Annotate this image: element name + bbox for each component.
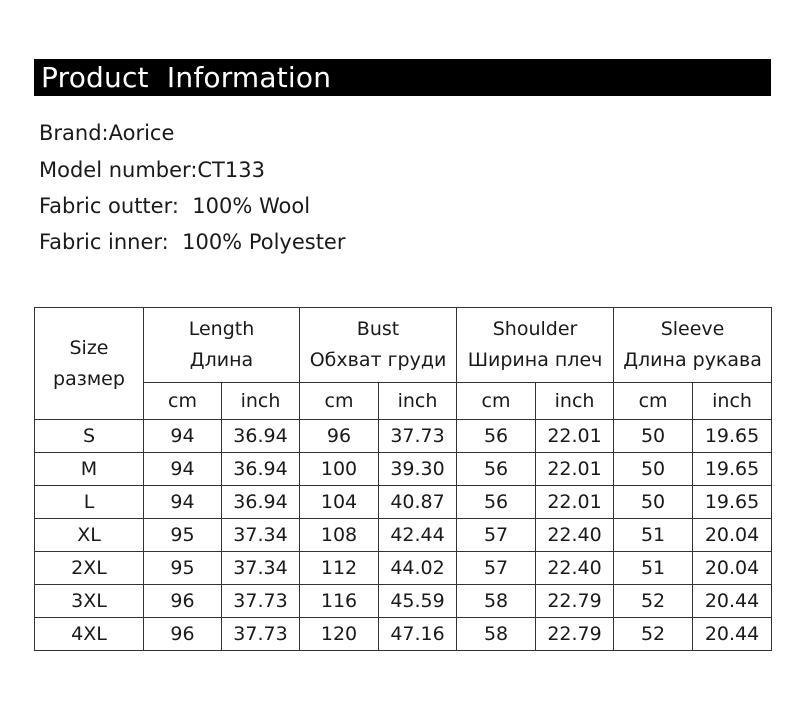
measurement-cell: 104 [300,486,379,519]
table-header-row [35,308,772,383]
product-information-header [34,59,771,96]
fabric-outer-line: Fabric outter: 100% Wool [39,194,311,218]
unit-header-cell: inch [222,383,300,420]
table-row [35,453,772,486]
table-row [35,486,772,519]
unit-header-cell: cm [144,383,222,420]
sleeve-label-en: Sleeve [660,318,725,340]
measurement-cell: 112 [300,552,379,585]
measurement-cell: 96 [144,618,222,651]
table-row [35,519,772,552]
measurement-cell: 39.30 [379,453,457,486]
size-cell: 4XL [35,618,144,651]
measurement-cell: 20.04 [693,552,772,585]
size-cell: XL [35,519,144,552]
brand-line: Brand:Aorice [39,121,175,145]
measurement-cell: 108 [300,519,379,552]
measurement-cell: 57 [457,552,536,585]
header-title: Product Information [41,61,332,94]
measurement-cell: 94 [144,486,222,519]
model-number-line: Model number:CT133 [39,158,265,182]
measurement-cell: 120 [300,618,379,651]
measurement-cell: 22.79 [536,585,614,618]
measurement-cell: 96 [300,420,379,453]
measurement-cell: 94 [144,420,222,453]
measurement-cell: 19.65 [693,486,772,519]
measurement-cell: 22.01 [536,486,614,519]
table-row [35,420,772,453]
measurement-cell: 50 [614,486,693,519]
measurement-cell: 56 [457,420,536,453]
measurement-cell: 20.04 [693,519,772,552]
measurement-cell: 94 [144,453,222,486]
table-row [35,585,772,618]
bust-label-en: Bust [356,318,400,340]
measurement-cell: 100 [300,453,379,486]
measurement-cell: 37.34 [222,519,300,552]
measurement-cell: 56 [457,486,536,519]
table-row [35,552,772,585]
measurement-cell: 22.01 [536,453,614,486]
measurement-cell: 44.02 [379,552,457,585]
measurement-cell: 95 [144,519,222,552]
measurement-cell: 51 [614,552,693,585]
size-cell: S [35,420,144,453]
shoulder-label-en: Shoulder [492,318,578,340]
measurement-cell: 22.40 [536,519,614,552]
measurement-cell: 95 [144,552,222,585]
size-chart-table [34,307,772,651]
measurement-cell: 42.44 [379,519,457,552]
size-label-ru: размер [53,367,125,390]
table-row [35,618,772,651]
sleeve-label-ru: Длина рукава [623,349,762,371]
bust-group-header [300,308,457,383]
measurement-cell: 51 [614,519,693,552]
shoulder-group-header [457,308,614,383]
size-column-header [35,308,144,420]
measurement-cell: 116 [300,585,379,618]
size-cell: L [35,486,144,519]
measurement-cell: 50 [614,420,693,453]
measurement-cell: 56 [457,453,536,486]
measurement-cell: 22.40 [536,552,614,585]
measurement-cell: 19.65 [693,420,772,453]
measurement-cell: 37.73 [379,420,457,453]
bust-label-ru: Обхват груди [309,349,447,371]
unit-header-cell: cm [614,383,693,420]
sleeve-group-header [614,308,772,383]
measurement-cell: 58 [457,618,536,651]
length-label-en: Length [188,318,255,340]
measurement-cell: 50 [614,453,693,486]
length-group-header [144,308,300,383]
shoulder-label-ru: Ширина плеч [467,349,603,371]
unit-header-cell: inch [693,383,772,420]
measurement-cell: 20.44 [693,585,772,618]
length-label-ru: Длина [189,349,254,371]
size-cell: M [35,453,144,486]
measurement-cell: 57 [457,519,536,552]
measurement-cell: 52 [614,585,693,618]
measurement-cell: 36.94 [222,420,300,453]
size-cell: 2XL [35,552,144,585]
measurement-cell: 40.87 [379,486,457,519]
measurement-cell: 47.16 [379,618,457,651]
unit-header-cell: inch [379,383,457,420]
measurement-cell: 45.59 [379,585,457,618]
measurement-cell: 19.65 [693,453,772,486]
size-label-en: Size [69,336,109,359]
measurement-cell: 37.73 [222,585,300,618]
measurement-cell: 20.44 [693,618,772,651]
measurement-cell: 58 [457,585,536,618]
fabric-inner-line: Fabric inner: 100% Polyester [39,230,346,254]
measurement-cell: 22.79 [536,618,614,651]
measurement-cell: 36.94 [222,453,300,486]
unit-header-cell: inch [536,383,614,420]
measurement-cell: 96 [144,585,222,618]
measurement-cell: 22.01 [536,420,614,453]
measurement-cell: 37.73 [222,618,300,651]
unit-header-cell: cm [300,383,379,420]
size-cell: 3XL [35,585,144,618]
unit-header-cell: cm [457,383,536,420]
measurement-cell: 36.94 [222,486,300,519]
unit-header-row [35,383,772,420]
measurement-cell: 37.34 [222,552,300,585]
measurement-cell: 52 [614,618,693,651]
